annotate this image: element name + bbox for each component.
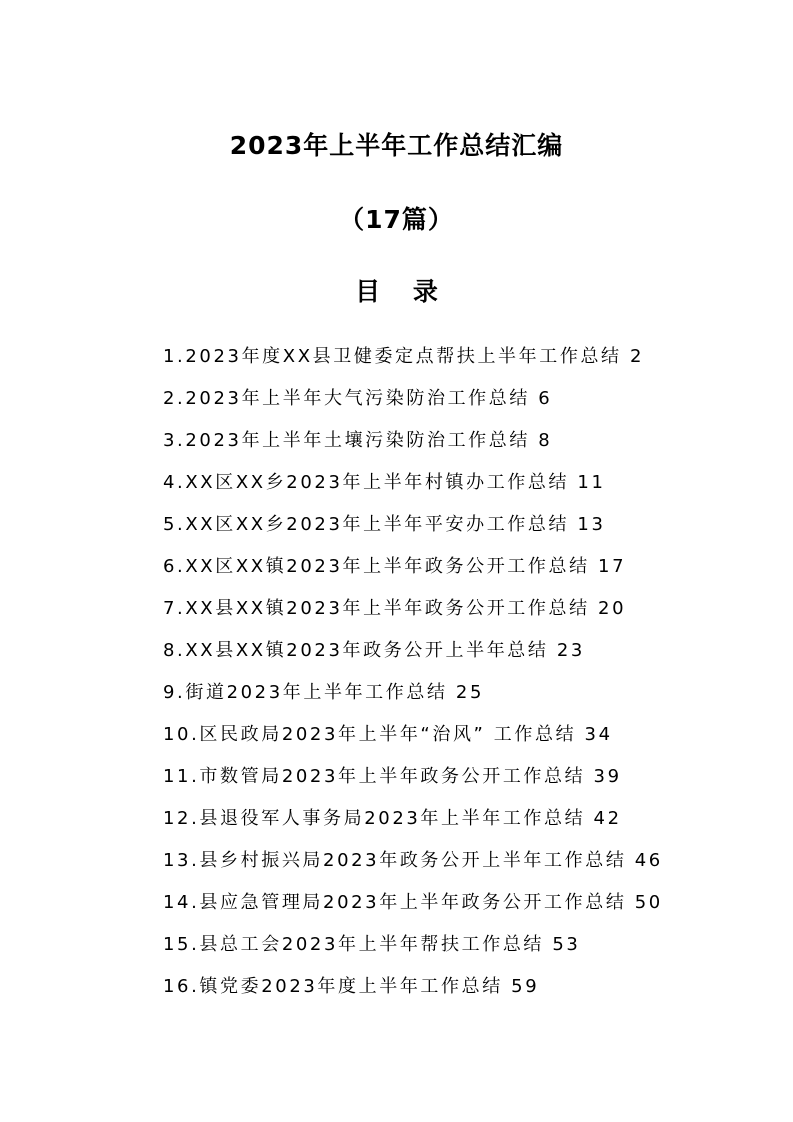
toc-item-9[interactable]: 9.街道2023年上半年工作总结 25 <box>163 682 485 703</box>
toc-item-12[interactable]: 12.县退役军人事务局2023年上半年工作总结 42 <box>163 808 622 829</box>
toc-item-6[interactable]: 6.XX区XX镇2023年上半年政务公开工作总结 17 <box>163 556 627 577</box>
toc-item-7[interactable]: 7.XX县XX镇2023年上半年政务公开工作总结 20 <box>163 598 627 619</box>
toc-item-3[interactable]: 3.2023年上半年土壤污染防治工作总结 8 <box>163 430 553 451</box>
toc-item-14[interactable]: 14.县应急管理局2023年上半年政务公开工作总结 50 <box>163 892 663 913</box>
table-of-contents <box>163 340 763 1012</box>
toc-item-8[interactable]: 8.XX县XX镇2023年政务公开上半年总结 23 <box>163 640 585 661</box>
toc-item-4[interactable]: 4.XX区XX乡2023年上半年村镇办工作总结 11 <box>163 472 606 493</box>
toc-item-2[interactable]: 2.2023年上半年大气污染防治工作总结 6 <box>163 388 553 409</box>
toc-item-1[interactable]: 1.2023年度XX县卫健委定点帮扶上半年工作总结 2 <box>163 346 645 367</box>
document-subtitle: （17篇） <box>339 205 454 234</box>
toc-item-11[interactable]: 11.市数管局2023年上半年政务公开工作总结 39 <box>163 766 622 787</box>
document-title: 2023年上半年工作总结汇编 <box>229 131 564 160</box>
toc-item-5[interactable]: 5.XX区XX乡2023年上半年平安办工作总结 13 <box>163 514 606 535</box>
toc-item-13[interactable]: 13.县乡村振兴局2023年政务公开上半年工作总结 46 <box>163 850 663 871</box>
toc-item-15[interactable]: 15.县总工会2023年上半年帮扶工作总结 53 <box>163 934 581 955</box>
toc-heading: 目 录 <box>355 277 450 306</box>
toc-item-10[interactable]: 10.区民政局2023年上半年“治风” 工作总结 34 <box>163 724 613 745</box>
toc-item-16[interactable]: 16.镇党委2023年度上半年工作总结 59 <box>163 976 540 997</box>
